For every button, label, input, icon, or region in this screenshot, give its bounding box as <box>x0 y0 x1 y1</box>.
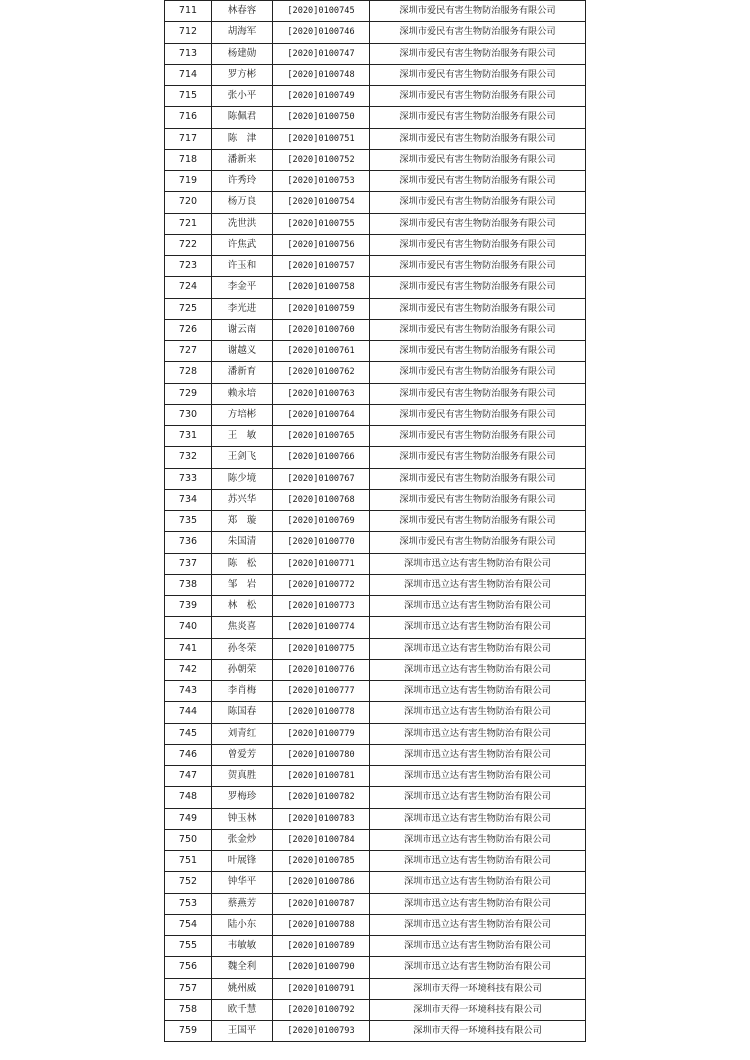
table-row <box>165 681 586 702</box>
company-name-cell: 深圳市爱民有害生物防治服务有限公司 <box>370 468 586 489</box>
person-name-cell: 陈国春 <box>212 702 273 723</box>
serial-number-cell: 747 <box>165 766 212 787</box>
company-name-cell: 深圳市爱民有害生物防治服务有限公司 <box>370 426 586 447</box>
company-name-cell: 深圳市爱民有害生物防治服务有限公司 <box>370 107 586 128</box>
serial-number-cell: 742 <box>165 659 212 680</box>
certificate-number-cell: [2020]0100791 <box>273 978 370 999</box>
person-name-cell: 钟玉林 <box>212 808 273 829</box>
serial-number-cell: 717 <box>165 128 212 149</box>
certificate-number-cell: [2020]0100778 <box>273 702 370 723</box>
table-row <box>165 702 586 723</box>
table-row <box>165 914 586 935</box>
person-name-cell: 冼世洪 <box>212 213 273 234</box>
person-name-cell: 孙冬荣 <box>212 638 273 659</box>
company-name-cell: 深圳市爱民有害生物防治服务有限公司 <box>370 511 586 532</box>
person-name-cell: 焦炎喜 <box>212 617 273 638</box>
certificate-number-cell: [2020]0100773 <box>273 596 370 617</box>
certificate-number-cell: [2020]0100786 <box>273 872 370 893</box>
table-row <box>165 107 586 128</box>
serial-number-cell: 714 <box>165 64 212 85</box>
table-row <box>165 277 586 298</box>
company-name-cell: 深圳市迅立达有害生物防治有限公司 <box>370 914 586 935</box>
serial-number-cell: 753 <box>165 893 212 914</box>
person-name-cell: 胡海军 <box>212 22 273 43</box>
certificate-number-cell: [2020]0100765 <box>273 426 370 447</box>
person-name-cell: 曾爱芳 <box>212 744 273 765</box>
company-name-cell: 深圳市爱民有害生物防治服务有限公司 <box>370 192 586 213</box>
table-row <box>165 1021 586 1042</box>
person-name-cell: 陈佩君 <box>212 107 273 128</box>
company-name-cell: 深圳市迅立达有害生物防治有限公司 <box>370 723 586 744</box>
certificate-number-cell: [2020]0100756 <box>273 234 370 255</box>
serial-number-cell: 755 <box>165 936 212 957</box>
person-name-cell: 蔡燕芳 <box>212 893 273 914</box>
table-row <box>165 383 586 404</box>
certificate-number-cell: [2020]0100747 <box>273 43 370 64</box>
company-name-cell: 深圳市爱民有害生物防治服务有限公司 <box>370 64 586 85</box>
company-name-cell: 深圳市爱民有害生物防治服务有限公司 <box>370 532 586 553</box>
certificate-number-cell: [2020]0100771 <box>273 553 370 574</box>
person-name-cell: 许秀玲 <box>212 171 273 192</box>
person-name-cell: 杨建勋 <box>212 43 273 64</box>
company-name-cell: 深圳市爱民有害生物防治服务有限公司 <box>370 277 586 298</box>
person-name-cell: 王剑飞 <box>212 447 273 468</box>
personnel-table-body <box>165 1 586 1042</box>
serial-number-cell: 715 <box>165 86 212 107</box>
serial-number-cell: 736 <box>165 532 212 553</box>
serial-number-cell: 729 <box>165 383 212 404</box>
company-name-cell: 深圳市迅立达有害生物防治有限公司 <box>370 893 586 914</box>
table-row <box>165 319 586 340</box>
company-name-cell: 深圳市爱民有害生物防治服务有限公司 <box>370 319 586 340</box>
serial-number-cell: 731 <box>165 426 212 447</box>
serial-number-cell: 749 <box>165 808 212 829</box>
table-row <box>165 489 586 510</box>
company-name-cell: 深圳市爱民有害生物防治服务有限公司 <box>370 256 586 277</box>
table-row <box>165 426 586 447</box>
person-name-cell: 陈 松 <box>212 553 273 574</box>
serial-number-cell: 734 <box>165 489 212 510</box>
company-name-cell: 深圳市爱民有害生物防治服务有限公司 <box>370 362 586 383</box>
table-row <box>165 999 586 1020</box>
serial-number-cell: 748 <box>165 787 212 808</box>
company-name-cell: 深圳市爱民有害生物防治服务有限公司 <box>370 383 586 404</box>
person-name-cell: 陆小东 <box>212 914 273 935</box>
certificate-number-cell: [2020]0100793 <box>273 1021 370 1042</box>
company-name-cell: 深圳市迅立达有害生物防治有限公司 <box>370 596 586 617</box>
certificate-number-cell: [2020]0100783 <box>273 808 370 829</box>
table-row <box>165 553 586 574</box>
serial-number-cell: 751 <box>165 851 212 872</box>
table-row <box>165 511 586 532</box>
table-row <box>165 638 586 659</box>
table-row <box>165 171 586 192</box>
person-name-cell: 钟华平 <box>212 872 273 893</box>
table-row <box>165 829 586 850</box>
company-name-cell: 深圳市爱民有害生物防治服务有限公司 <box>370 128 586 149</box>
table-row <box>165 1 586 22</box>
table-row <box>165 744 586 765</box>
company-name-cell: 深圳市天得一环境科技有限公司 <box>370 999 586 1020</box>
certificate-number-cell: [2020]0100759 <box>273 298 370 319</box>
person-name-cell: 许焦武 <box>212 234 273 255</box>
serial-number-cell: 757 <box>165 978 212 999</box>
certificate-number-cell: [2020]0100782 <box>273 787 370 808</box>
certificate-number-cell: [2020]0100755 <box>273 213 370 234</box>
serial-number-cell: 721 <box>165 213 212 234</box>
serial-number-cell: 743 <box>165 681 212 702</box>
serial-number-cell: 728 <box>165 362 212 383</box>
certificate-number-cell: [2020]0100749 <box>273 86 370 107</box>
serial-number-cell: 723 <box>165 256 212 277</box>
person-name-cell: 王国平 <box>212 1021 273 1042</box>
serial-number-cell: 740 <box>165 617 212 638</box>
table-row <box>165 723 586 744</box>
table-row <box>165 893 586 914</box>
serial-number-cell: 746 <box>165 744 212 765</box>
table-row <box>165 787 586 808</box>
serial-number-cell: 754 <box>165 914 212 935</box>
person-name-cell: 赖永培 <box>212 383 273 404</box>
table-row <box>165 532 586 553</box>
person-name-cell: 张金炒 <box>212 829 273 850</box>
company-name-cell: 深圳市迅立达有害生物防治有限公司 <box>370 617 586 638</box>
company-name-cell: 深圳市迅立达有害生物防治有限公司 <box>370 957 586 978</box>
serial-number-cell: 727 <box>165 341 212 362</box>
certificate-number-cell: [2020]0100761 <box>273 341 370 362</box>
certificate-number-cell: [2020]0100769 <box>273 511 370 532</box>
certificate-number-cell: [2020]0100779 <box>273 723 370 744</box>
company-name-cell: 深圳市迅立达有害生物防治有限公司 <box>370 702 586 723</box>
person-name-cell: 李光进 <box>212 298 273 319</box>
serial-number-cell: 724 <box>165 277 212 298</box>
table-row <box>165 128 586 149</box>
certificate-number-cell: [2020]0100784 <box>273 829 370 850</box>
company-name-cell: 深圳市迅立达有害生物防治有限公司 <box>370 829 586 850</box>
person-name-cell: 欧千慧 <box>212 999 273 1020</box>
company-name-cell: 深圳市迅立达有害生物防治有限公司 <box>370 851 586 872</box>
person-name-cell: 王 敏 <box>212 426 273 447</box>
person-name-cell: 陈 津 <box>212 128 273 149</box>
company-name-cell: 深圳市爱民有害生物防治服务有限公司 <box>370 489 586 510</box>
person-name-cell: 杨万良 <box>212 192 273 213</box>
company-name-cell: 深圳市迅立达有害生物防治有限公司 <box>370 766 586 787</box>
person-name-cell: 叶展锋 <box>212 851 273 872</box>
serial-number-cell: 725 <box>165 298 212 319</box>
certificate-number-cell: [2020]0100785 <box>273 851 370 872</box>
certificate-number-cell: [2020]0100745 <box>273 1 370 22</box>
company-name-cell: 深圳市爱民有害生物防治服务有限公司 <box>370 298 586 319</box>
company-name-cell: 深圳市爱民有害生物防治服务有限公司 <box>370 43 586 64</box>
personnel-table <box>164 0 586 1042</box>
table-row <box>165 936 586 957</box>
table-row <box>165 86 586 107</box>
table-row <box>165 659 586 680</box>
table-row <box>165 341 586 362</box>
company-name-cell: 深圳市爱民有害生物防治服务有限公司 <box>370 1 586 22</box>
certificate-number-cell: [2020]0100777 <box>273 681 370 702</box>
serial-number-cell: 722 <box>165 234 212 255</box>
certificate-number-cell: [2020]0100750 <box>273 107 370 128</box>
company-name-cell: 深圳市迅立达有害生物防治有限公司 <box>370 744 586 765</box>
person-name-cell: 潘新来 <box>212 149 273 170</box>
company-name-cell: 深圳市迅立达有害生物防治有限公司 <box>370 808 586 829</box>
company-name-cell: 深圳市爱民有害生物防治服务有限公司 <box>370 149 586 170</box>
company-name-cell: 深圳市迅立达有害生物防治有限公司 <box>370 553 586 574</box>
table-row <box>165 808 586 829</box>
person-name-cell: 方培彬 <box>212 404 273 425</box>
company-name-cell: 深圳市迅立达有害生物防治有限公司 <box>370 681 586 702</box>
person-name-cell: 谢越义 <box>212 341 273 362</box>
certificate-number-cell: [2020]0100792 <box>273 999 370 1020</box>
serial-number-cell: 752 <box>165 872 212 893</box>
company-name-cell: 深圳市迅立达有害生物防治有限公司 <box>370 638 586 659</box>
table-row <box>165 362 586 383</box>
certificate-number-cell: [2020]0100770 <box>273 532 370 553</box>
serial-number-cell: 713 <box>165 43 212 64</box>
certificate-number-cell: [2020]0100751 <box>273 128 370 149</box>
certificate-number-cell: [2020]0100758 <box>273 277 370 298</box>
table-row <box>165 978 586 999</box>
company-name-cell: 深圳市爱民有害生物防治服务有限公司 <box>370 22 586 43</box>
person-name-cell: 陈少境 <box>212 468 273 489</box>
table-row <box>165 149 586 170</box>
company-name-cell: 深圳市天得一环境科技有限公司 <box>370 978 586 999</box>
certificate-number-cell: [2020]0100774 <box>273 617 370 638</box>
table-row <box>165 872 586 893</box>
company-name-cell: 深圳市爱民有害生物防治服务有限公司 <box>370 447 586 468</box>
table-row <box>165 574 586 595</box>
company-name-cell: 深圳市爱民有害生物防治服务有限公司 <box>370 171 586 192</box>
company-name-cell: 深圳市迅立达有害生物防治有限公司 <box>370 787 586 808</box>
certificate-number-cell: [2020]0100746 <box>273 22 370 43</box>
table-row <box>165 404 586 425</box>
serial-number-cell: 712 <box>165 22 212 43</box>
serial-number-cell: 719 <box>165 171 212 192</box>
company-name-cell: 深圳市爱民有害生物防治服务有限公司 <box>370 86 586 107</box>
serial-number-cell: 745 <box>165 723 212 744</box>
certificate-number-cell: [2020]0100754 <box>273 192 370 213</box>
certificate-number-cell: [2020]0100772 <box>273 574 370 595</box>
person-name-cell: 潘新育 <box>212 362 273 383</box>
certificate-number-cell: [2020]0100775 <box>273 638 370 659</box>
certificate-number-cell: [2020]0100764 <box>273 404 370 425</box>
certificate-number-cell: [2020]0100757 <box>273 256 370 277</box>
certificate-number-cell: [2020]0100789 <box>273 936 370 957</box>
certificate-number-cell: [2020]0100767 <box>273 468 370 489</box>
table-row <box>165 234 586 255</box>
table-row <box>165 617 586 638</box>
certificate-number-cell: [2020]0100776 <box>273 659 370 680</box>
serial-number-cell: 739 <box>165 596 212 617</box>
serial-number-cell: 726 <box>165 319 212 340</box>
serial-number-cell: 711 <box>165 1 212 22</box>
certificate-number-cell: [2020]0100788 <box>273 914 370 935</box>
certificate-number-cell: [2020]0100768 <box>273 489 370 510</box>
table-row <box>165 192 586 213</box>
serial-number-cell: 733 <box>165 468 212 489</box>
serial-number-cell: 744 <box>165 702 212 723</box>
serial-number-cell: 735 <box>165 511 212 532</box>
company-name-cell: 深圳市迅立达有害生物防治有限公司 <box>370 659 586 680</box>
person-name-cell: 罗方彬 <box>212 64 273 85</box>
certificate-number-cell: [2020]0100748 <box>273 64 370 85</box>
serial-number-cell: 718 <box>165 149 212 170</box>
serial-number-cell: 732 <box>165 447 212 468</box>
table-row <box>165 256 586 277</box>
certificate-number-cell: [2020]0100752 <box>273 149 370 170</box>
serial-number-cell: 716 <box>165 107 212 128</box>
table-row <box>165 298 586 319</box>
certificate-number-cell: [2020]0100781 <box>273 766 370 787</box>
serial-number-cell: 758 <box>165 999 212 1020</box>
person-name-cell: 魏全利 <box>212 957 273 978</box>
serial-number-cell: 720 <box>165 192 212 213</box>
person-name-cell: 林 松 <box>212 596 273 617</box>
table-row <box>165 596 586 617</box>
serial-number-cell: 738 <box>165 574 212 595</box>
table-row <box>165 766 586 787</box>
certificate-number-cell: [2020]0100762 <box>273 362 370 383</box>
table-row <box>165 64 586 85</box>
company-name-cell: 深圳市爱民有害生物防治服务有限公司 <box>370 404 586 425</box>
person-name-cell: 刘青红 <box>212 723 273 744</box>
certificate-number-cell: [2020]0100790 <box>273 957 370 978</box>
person-name-cell: 李肖梅 <box>212 681 273 702</box>
person-name-cell: 许玉和 <box>212 256 273 277</box>
serial-number-cell: 741 <box>165 638 212 659</box>
table-row <box>165 22 586 43</box>
company-name-cell: 深圳市爱民有害生物防治服务有限公司 <box>370 213 586 234</box>
serial-number-cell: 730 <box>165 404 212 425</box>
person-name-cell: 姚州威 <box>212 978 273 999</box>
table-row <box>165 851 586 872</box>
person-name-cell: 李金平 <box>212 277 273 298</box>
table-row <box>165 468 586 489</box>
company-name-cell: 深圳市迅立达有害生物防治有限公司 <box>370 936 586 957</box>
table-row <box>165 957 586 978</box>
company-name-cell: 深圳市爱民有害生物防治服务有限公司 <box>370 234 586 255</box>
company-name-cell: 深圳市爱民有害生物防治服务有限公司 <box>370 341 586 362</box>
person-name-cell: 苏兴华 <box>212 489 273 510</box>
certificate-number-cell: [2020]0100766 <box>273 447 370 468</box>
serial-number-cell: 750 <box>165 829 212 850</box>
person-name-cell: 邹 岩 <box>212 574 273 595</box>
company-name-cell: 深圳市迅立达有害生物防治有限公司 <box>370 574 586 595</box>
person-name-cell: 谢云南 <box>212 319 273 340</box>
person-name-cell: 孙朝荣 <box>212 659 273 680</box>
person-name-cell: 韦敏敏 <box>212 936 273 957</box>
company-name-cell: 深圳市迅立达有害生物防治有限公司 <box>370 872 586 893</box>
certificate-number-cell: [2020]0100787 <box>273 893 370 914</box>
certificate-number-cell: [2020]0100780 <box>273 744 370 765</box>
serial-number-cell: 737 <box>165 553 212 574</box>
person-name-cell: 朱国清 <box>212 532 273 553</box>
certificate-number-cell: [2020]0100763 <box>273 383 370 404</box>
certificate-number-cell: [2020]0100760 <box>273 319 370 340</box>
person-name-cell: 贺真胜 <box>212 766 273 787</box>
table-row <box>165 43 586 64</box>
certificate-number-cell: [2020]0100753 <box>273 171 370 192</box>
serial-number-cell: 759 <box>165 1021 212 1042</box>
person-name-cell: 张小平 <box>212 86 273 107</box>
person-name-cell: 林春容 <box>212 1 273 22</box>
company-name-cell: 深圳市天得一环境科技有限公司 <box>370 1021 586 1042</box>
table-row <box>165 213 586 234</box>
person-name-cell: 罗梅珍 <box>212 787 273 808</box>
table-row <box>165 447 586 468</box>
serial-number-cell: 756 <box>165 957 212 978</box>
person-name-cell: 郑 璇 <box>212 511 273 532</box>
